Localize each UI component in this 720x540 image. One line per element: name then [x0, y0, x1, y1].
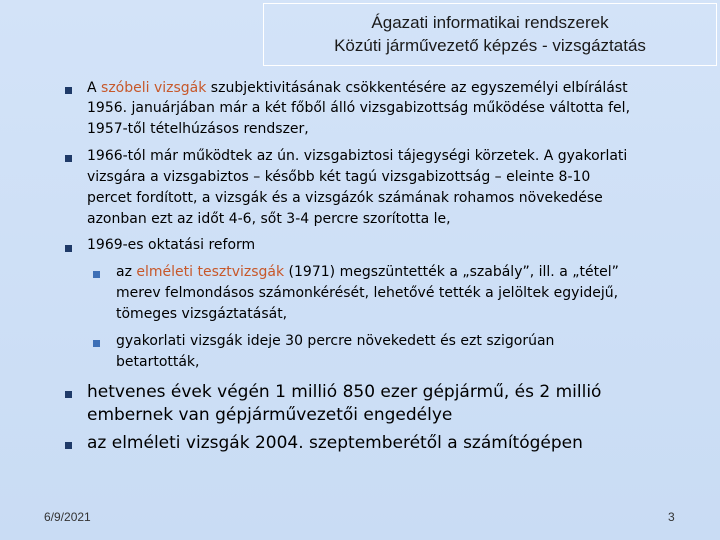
text-fragment: A [87, 80, 102, 96]
sub-bullet-1-line-1 [116, 263, 619, 281]
sub-bullet-1-line-3: tömeges vizsgáztatását, [116, 306, 288, 322]
bullet-2-line-2: vizsgára a vizsgabiztos – később két tagú vizsgabizottság – eleinte 8-10 [87, 169, 591, 185]
highlight-elmeleti-tesztvizsgak: elméleti tesztvizsgák [136, 264, 285, 280]
bullet-1-line-2: 1956. januárjában már a két főből álló vizsgabizottság működése váltotta fel, [87, 100, 631, 116]
bullet-2-line-3: percet fordított, a vizsgák és a vizsgázók számának rohamos növekedése [87, 190, 603, 206]
bullet-square-icon [60, 82, 76, 98]
bullet-square-icon [60, 386, 76, 402]
title-line-2: Közúti járművezető képzés - vizsgáztatás [334, 36, 646, 55]
highlight-szobeli-vizsgak: szóbeli vizsgák [101, 80, 207, 96]
bullet-square-icon [60, 437, 76, 453]
bullet-3-line-1: 1969-es oktatási reform [87, 237, 256, 253]
bullet-2-line-1: 1966-tól már működtek az ún. vizsgabiztosi tájegységi körzetek. A gyakorlati [87, 148, 628, 164]
bullet-1-line-3: 1957-től tételhúzásos rendszer, [87, 121, 309, 137]
bullet-square-icon [60, 150, 76, 166]
bullet-1-line-1 [87, 79, 628, 97]
slide-number: 3 [668, 510, 675, 524]
sub-bullet-square-icon [88, 335, 104, 351]
bullet-5-line-1: az elméleti vizsgák 2004. szeptemberétől a számítógépen [87, 433, 583, 453]
bullet-4-line-2: embernek van gépjárművezetői engedélye [87, 405, 453, 425]
sub-bullet-2-line-1: gyakorlati vizsgák ideje 30 percre növekedett és ezt szigorúan [116, 333, 555, 349]
footer-date: 6/9/2021 [44, 510, 91, 524]
text-fragment: az [116, 264, 137, 280]
bullet-2-line-4: azonban ezt az időt 4-6, sőt 3-4 percre szorította le, [87, 211, 451, 227]
bullet-square-icon [60, 240, 76, 256]
text-fragment: (1971) megszüntették a „szabály”, ill. a „tétel” [284, 264, 619, 280]
title-line-1: Ágazati informatikai rendszerek [371, 13, 609, 32]
bullet-4-line-1: hetvenes évek végén 1 millió 850 ezer gépjármű, és 2 millió [87, 382, 602, 402]
sub-bullet-2-line-2: betartották, [116, 354, 200, 370]
text-fragment: szubjektivitásának csökkentésére az egyszemélyi elbírálást [206, 80, 628, 96]
sub-bullet-1-line-2: merev felmondásos számonkérését, lehetővé tették a jelöltek egyidejű, [116, 285, 619, 301]
sub-bullet-square-icon [88, 266, 104, 282]
